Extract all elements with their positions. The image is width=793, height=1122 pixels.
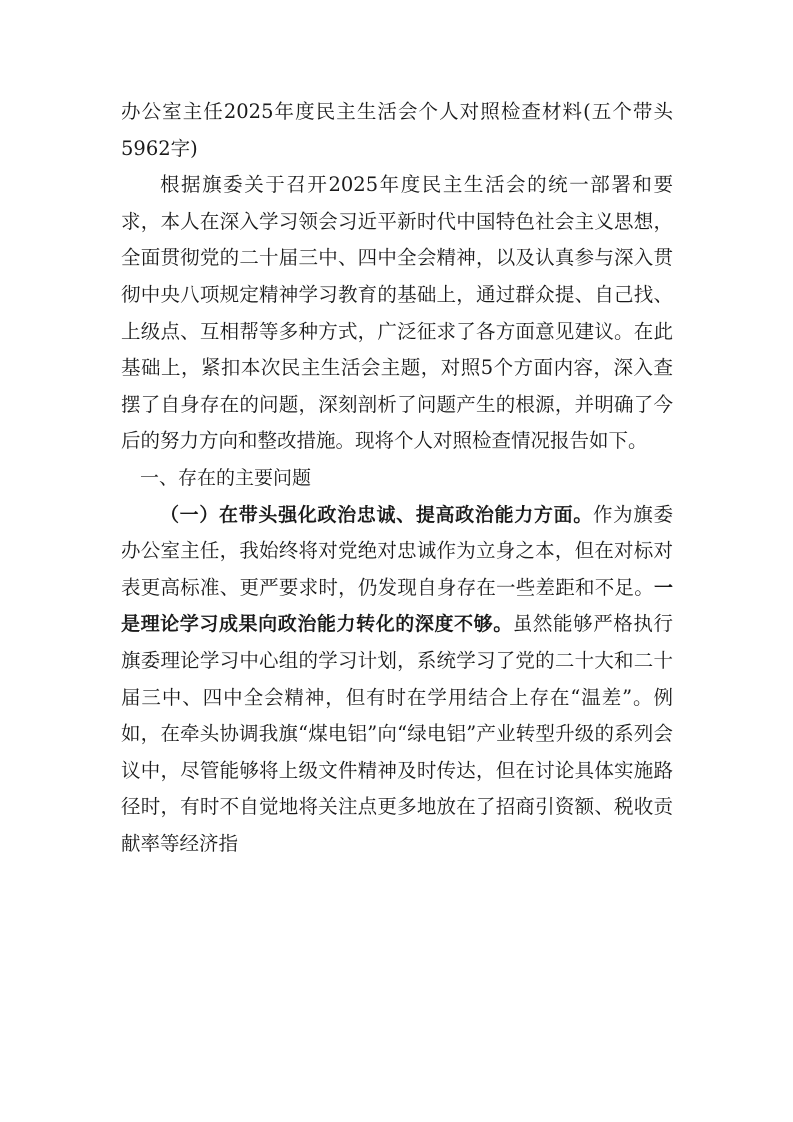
section-heading: 一、存在的主要问题: [140, 466, 312, 489]
subsection-text-part2: 虽然能够严格执行旗委理论学习中心组的学习计划，系统学习了党的二十大和二十届三中、四中全会精神，但有时在学用结合上存在“温差”。例如，在牵头协调我旗“煤电铝”向“绿电铝”产业转型升级的系列会议中，尽管能够将上级文件精神及时传达，但在讨论具体实施路径时，有时不自觉地将关注点更多地放在了招商引资额、税收贡献率等经济指: [121, 612, 673, 855]
document-body: [121, 94, 673, 862]
subsection-paragraph: [121, 497, 673, 863]
point-label: 一是理论学习成果向政治能力转化的深度不够。: [121, 576, 673, 636]
document-title: 办公室主任2025年度民主生活会个人对照检查材料(五个带头 5962字): [121, 100, 673, 160]
subsection-text-part1: 作为旗委办公室主任，我始终将对党绝对忠诚作为立身之本，但在对标对表更高标准、更严要求时，仍发现自身存在一些差距和不足。: [121, 502, 673, 599]
subsection-heading: （一）在带头强化政治忠诚、提高政治能力方面。: [160, 503, 593, 526]
intro-paragraph: 根据旗委关于召开2025年度民主生活会的统一部署和要求，本人在深入学习领会习近平新时代中国特色社会主义思想，全面贯彻党的二十届三中、四中全会精神，以及认真参与深入贯彻中央八项规定精神学习教育的基础上，通过群众提、自己找、上级点、互相帮等多种方式，广泛征求了各方面意见建议。在此基础上，紧扣本次民主生活会主题，对照5个方面内容，深入查摆了自身存在的问题，深刻剖析了问题产生的根源，并明确了今后的努力方向和整改措施。现将个人对照检查情况报告如下。: [121, 173, 673, 453]
